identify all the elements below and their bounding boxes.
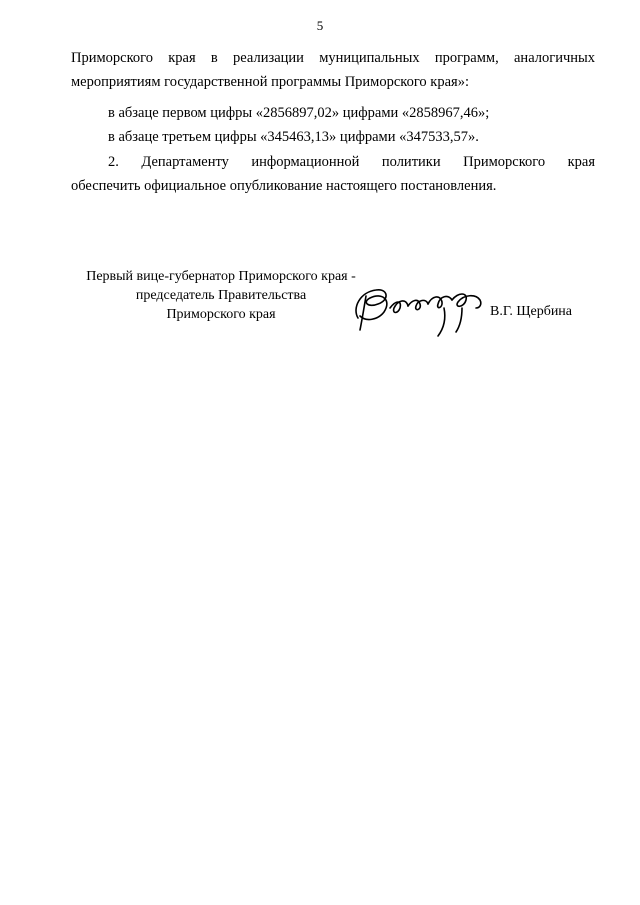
signatory-title-line: Приморского края: [166, 307, 276, 322]
signer-name: В.Г. Щербина: [490, 304, 573, 319]
handwritten-signature-icon: [348, 278, 508, 340]
paragraph-line: обеспечить официальное опубликование настоящего постановления.: [71, 178, 497, 194]
signatory-title-line: Первый вице-губернатор Приморского края -: [86, 269, 356, 284]
paragraph-line: мероприятиям государственной программы Приморского края»:: [71, 74, 469, 90]
paragraph-amendment-third: [71, 125, 595, 149]
paragraph-line: в абзаце первом цифры «2856897,02» цифрами «2858967,46»;: [108, 105, 490, 121]
paragraph-line: 2. Департаменту информационной политики Приморского края: [108, 154, 595, 170]
paragraph-continuation: [71, 46, 595, 94]
page-number: 5: [316, 18, 324, 33]
signatory-title: [56, 267, 386, 324]
signatory-title-line: председатель Правительства: [135, 288, 307, 303]
paragraph-amendment-first: [71, 101, 595, 125]
paragraph-item-2: [71, 150, 595, 198]
paragraph-line: в абзаце третьем цифры «345463,13» цифрами «347533,57».: [108, 129, 479, 145]
paragraph-line: Приморского края в реализации муниципальных программ, аналогичных: [71, 50, 595, 66]
